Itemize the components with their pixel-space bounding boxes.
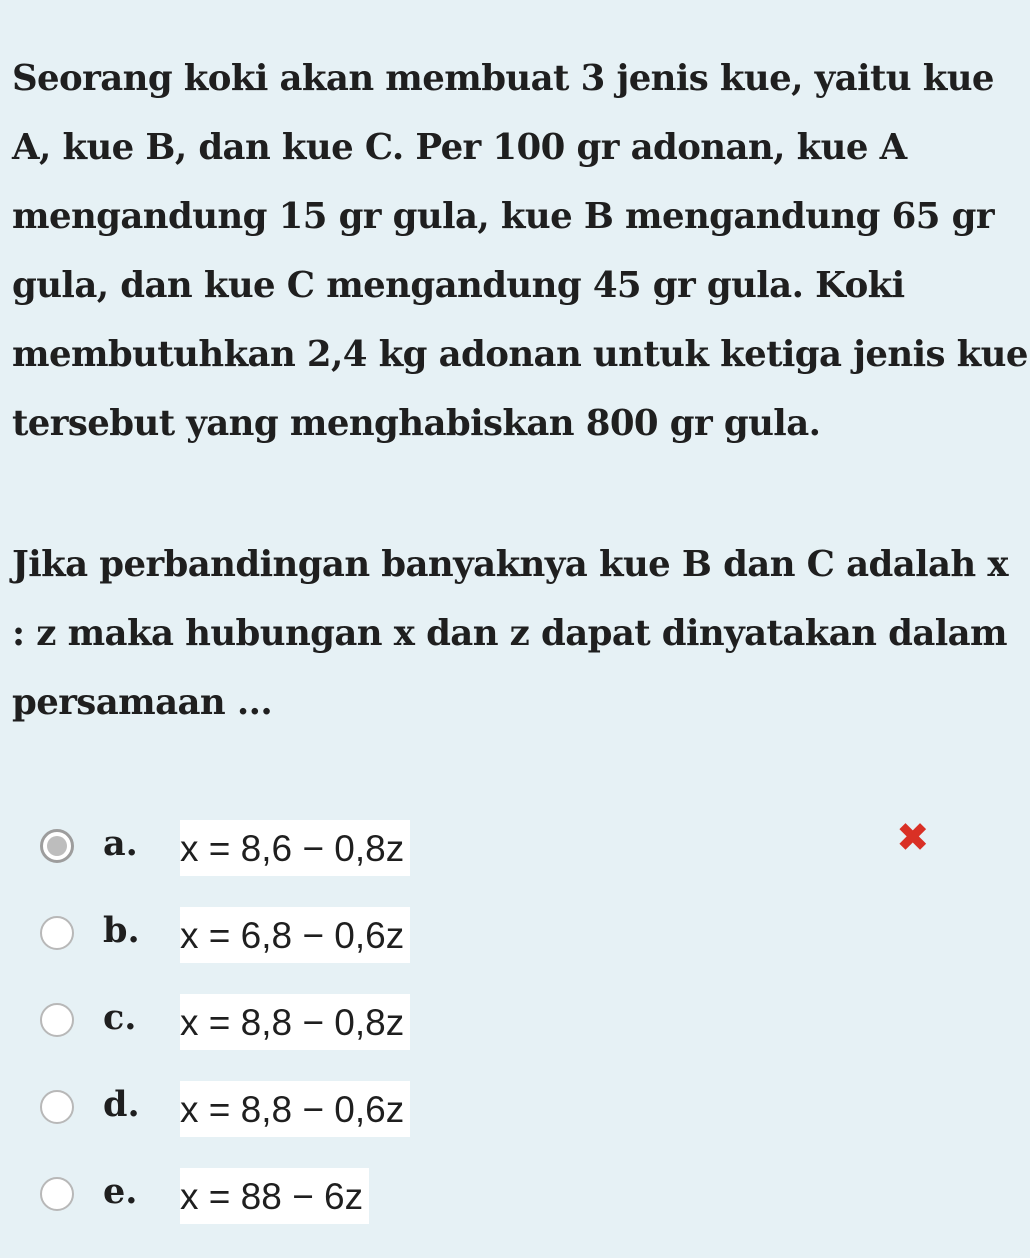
option-formula: x = 6,8 − 0,6z: [180, 907, 410, 963]
option-letter: c.: [103, 997, 137, 1038]
question-text: [12, 44, 1028, 737]
radio-button-a[interactable]: [40, 829, 74, 863]
option-a[interactable]: [0, 815, 1030, 878]
option-letter: b.: [103, 910, 140, 951]
question-paragraph-2: Jika perbandingan banyaknya kue B dan C adalah x : z maka hubungan x dan z dapat dinyatakan dalam persamaan ...: [12, 544, 1008, 723]
question-paragraph-1: Seorang koki akan membuat 3 jenis kue, yaitu kue A, kue B, dan kue C. Per 100 gr adonan, kue A mengandung 15 gr gula, kue B mengandung 65 gr gula, dan kue C mengandung 45 gr gula. Koki membutuhkan 2,4 kg adonan untuk ketiga jenis kue tersebut yang menghabiskan 800 gr gula.: [12, 58, 1028, 444]
radio-button-c[interactable]: [40, 1003, 74, 1037]
option-formula: x = 8,8 − 0,8z: [180, 994, 410, 1050]
option-c[interactable]: [0, 992, 1030, 1052]
option-formula: x = 8,6 − 0,8z: [180, 820, 410, 876]
radio-button-e[interactable]: [40, 1177, 74, 1211]
option-letter: d.: [103, 1084, 140, 1125]
radio-button-d[interactable]: [40, 1090, 74, 1124]
option-formula: x = 88 − 6z: [180, 1168, 369, 1224]
radio-selected-dot: [47, 836, 67, 856]
option-formula: x = 8,8 − 0,6z: [180, 1081, 410, 1137]
option-letter: a.: [103, 823, 138, 864]
option-letter: e.: [103, 1171, 138, 1212]
option-b[interactable]: [0, 905, 1030, 965]
radio-button-b[interactable]: [40, 916, 74, 950]
cross-icon: ✖: [896, 815, 930, 861]
option-e[interactable]: [0, 1166, 1030, 1226]
option-d[interactable]: [0, 1079, 1030, 1139]
